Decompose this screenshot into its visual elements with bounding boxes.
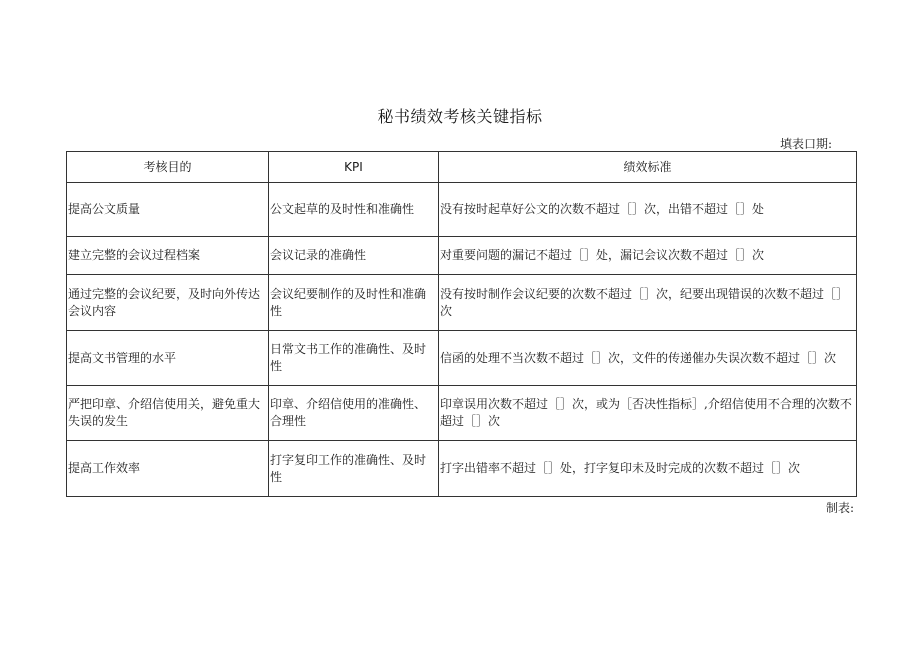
fill-date-label: 填表口期: bbox=[779, 137, 832, 151]
header-purpose: 考核目的 bbox=[67, 152, 269, 183]
header-standard: 绩效标准 bbox=[439, 152, 857, 183]
cell-purpose: 提高文书管理的水平 bbox=[67, 331, 269, 386]
cell-kpi: 打字复印工作的准确性、及时性 bbox=[269, 441, 439, 497]
cell-standard: 信函的处理不当次数不超过［］次，文件的传递催办失误次数不超过［］次 bbox=[439, 331, 857, 386]
table-row bbox=[67, 183, 857, 237]
table-row bbox=[67, 331, 857, 386]
preparer-label: 制表: bbox=[825, 501, 854, 515]
header-kpi: KPI bbox=[269, 152, 439, 183]
cell-purpose: 建立完整的会议过程档案 bbox=[67, 237, 269, 275]
cell-standard: 没有按时制作会议纪要的次数不超过［］次，纪要出现错误的次数不超过［］次 bbox=[439, 275, 857, 331]
cell-purpose: 通过完整的会议纪要，及时向外传达会议内容 bbox=[67, 275, 269, 331]
cell-purpose: 提高公文质量 bbox=[67, 183, 269, 237]
table-row bbox=[67, 275, 857, 331]
cell-kpi: 公文起草的及时性和准确性 bbox=[269, 183, 439, 237]
cell-kpi: 会议记录的准确性 bbox=[269, 237, 439, 275]
cell-kpi: 印章、介绍信使用的准确性、合理性 bbox=[269, 386, 439, 441]
cell-standard: 印章误用次数不超过［］次，或为［否决性指标］,介绍信使用不合理的次数不超过［］次 bbox=[439, 386, 857, 441]
kpi-table bbox=[66, 151, 857, 497]
table-row bbox=[67, 386, 857, 441]
cell-standard: 打字出错率不超过［］处，打字复印未及时完成的次数不超过［］次 bbox=[439, 441, 857, 497]
cell-standard: 没有按时起草好公文的次数不超过［］次，出错不超过［］处 bbox=[439, 183, 857, 237]
table-row bbox=[67, 237, 857, 275]
cell-kpi: 会议纪要制作的及时性和准确性 bbox=[269, 275, 439, 331]
table-row bbox=[67, 441, 857, 497]
cell-kpi: 日常文书工作的准确性、及时性 bbox=[269, 331, 439, 386]
table-header-row bbox=[67, 152, 857, 183]
cell-standard: 对重要问题的漏记不超过［］处，漏记会议次数不超过［］次 bbox=[439, 237, 857, 275]
cell-purpose: 提高工作效率 bbox=[67, 441, 269, 497]
document-title: 秘书绩效考核关键指标 bbox=[377, 107, 543, 126]
cell-purpose: 严把印章、介绍信使用关，避免重大失误的发生 bbox=[67, 386, 269, 441]
